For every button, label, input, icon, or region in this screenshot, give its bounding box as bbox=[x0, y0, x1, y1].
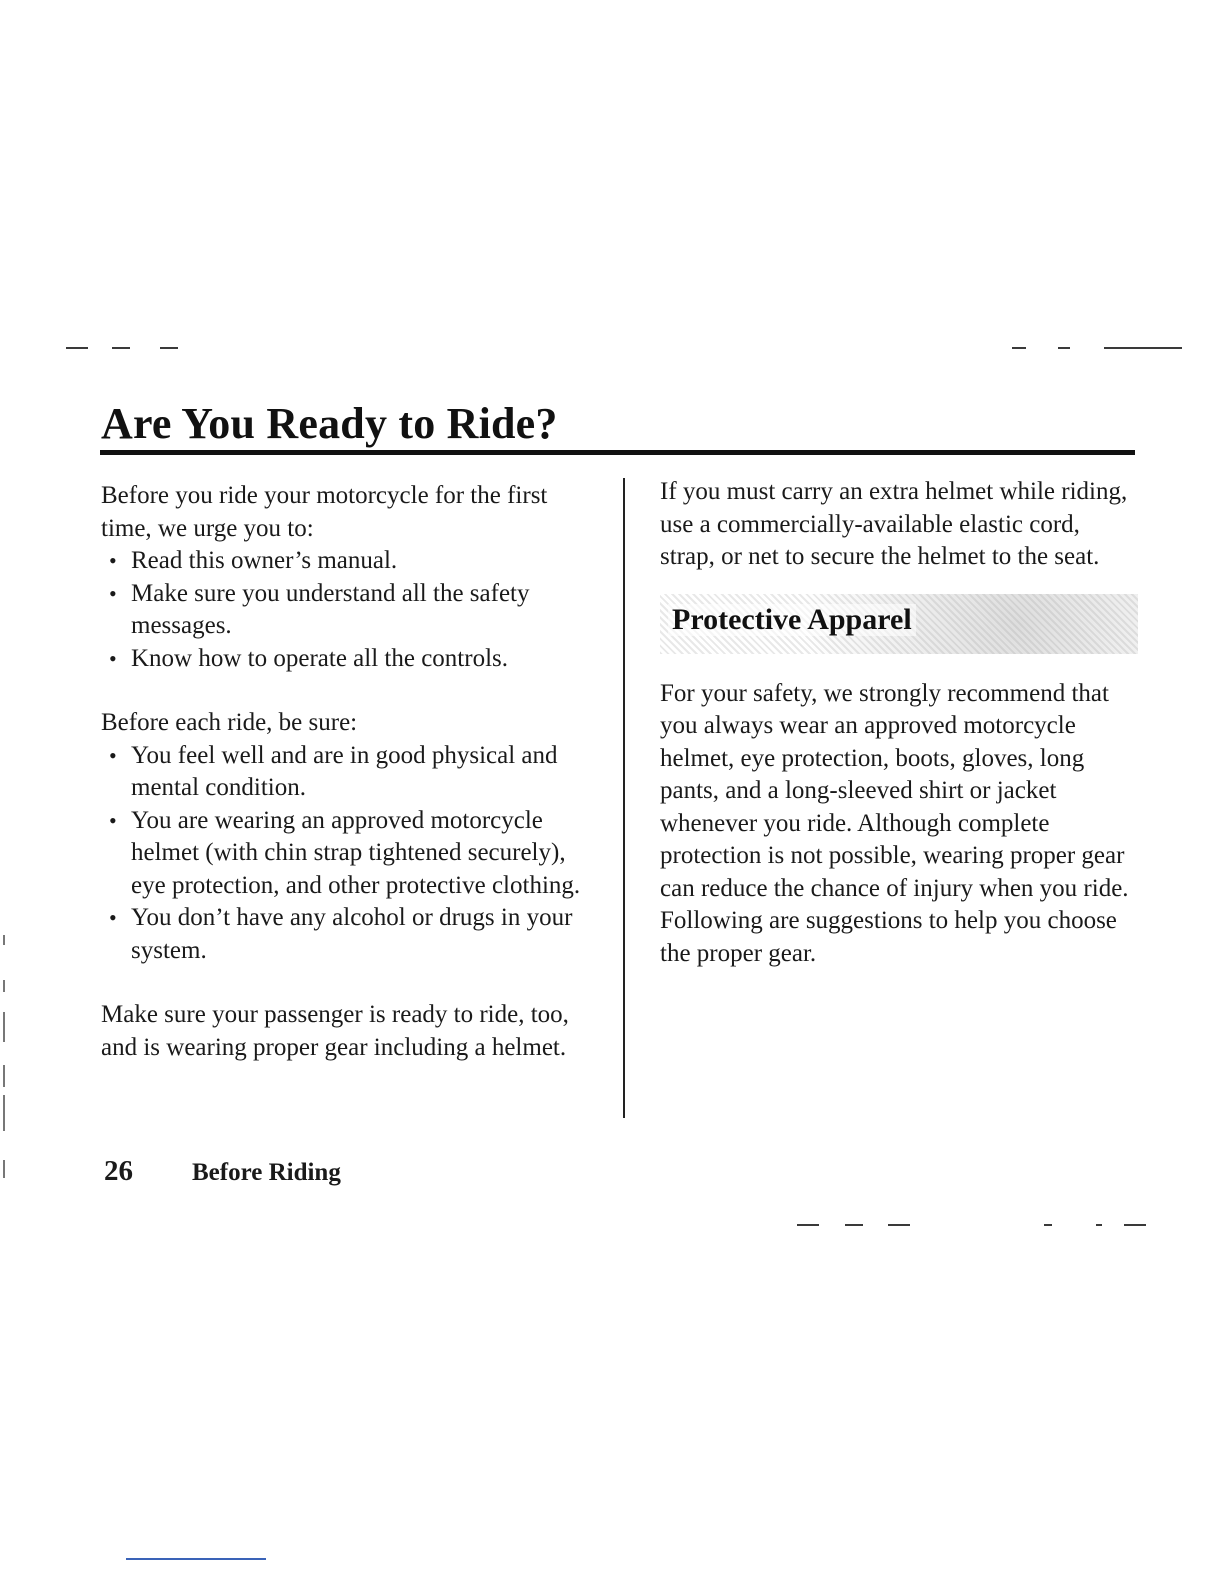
bullet-icon: • bbox=[109, 807, 117, 833]
list-item: • You are wearing an approved motorcycle helmet (with chin strap tightened securely), eye protection, and other protective clothing. bbox=[109, 806, 581, 899]
first-ride-list bbox=[101, 545, 601, 675]
list-item: • Read this owner’s manual. bbox=[101, 545, 601, 578]
bullet-icon: • bbox=[109, 548, 117, 573]
edge-mark bbox=[3, 1012, 5, 1042]
crop-mark bbox=[1044, 1224, 1052, 1226]
edge-mark bbox=[3, 1095, 5, 1131]
title-rule bbox=[100, 450, 1135, 455]
intro-paragraph: Before you ride your motorcycle for the first time, we urge you to: bbox=[101, 482, 548, 542]
crop-mark bbox=[845, 1224, 863, 1226]
apparel-paragraph: For your safety, we strongly recommend that you always wear an approved motorcycle helmet, eye protection, boots, gloves, long pants, and a long-sleeved shirt or jacket whenever you ride. Although complete protection is not possible, wearing proper gear can reduce the chance of injury when you ride. Following are suggestions to help you choose the proper gear. bbox=[660, 679, 1129, 967]
crop-mark bbox=[66, 347, 88, 349]
crop-mark bbox=[1124, 1224, 1146, 1226]
bottom-rule bbox=[126, 1558, 266, 1560]
list-item: • Make sure you understand all the safety messages. bbox=[109, 579, 530, 639]
crop-mark bbox=[1104, 347, 1182, 349]
page-title: Are You Ready to Ride? bbox=[101, 399, 558, 448]
crop-mark bbox=[888, 1224, 910, 1226]
crop-mark bbox=[160, 347, 178, 349]
right-column bbox=[660, 476, 1135, 970]
each-ride-list bbox=[101, 740, 601, 968]
crop-mark bbox=[1012, 347, 1026, 349]
column-divider bbox=[623, 478, 625, 1118]
edge-mark bbox=[3, 1065, 5, 1087]
list-item: • You feel well and are in good physical and mental condition. bbox=[109, 741, 558, 801]
bullet-icon: • bbox=[109, 905, 117, 930]
section-heading-band bbox=[660, 594, 1138, 654]
left-column bbox=[101, 480, 601, 1064]
crop-mark bbox=[112, 347, 130, 349]
edge-mark bbox=[3, 935, 5, 945]
list-item: • You don’t have any alcohol or drugs in your system. bbox=[109, 904, 573, 964]
bullet-icon: • bbox=[109, 742, 117, 768]
page-footer bbox=[104, 1155, 341, 1188]
section-heading: Protective Apparel bbox=[668, 604, 916, 637]
list-item: • Know how to operate all the controls. bbox=[101, 643, 601, 676]
page-number: 26 bbox=[104, 1155, 133, 1187]
bullet-icon: • bbox=[109, 580, 117, 606]
helmet-paragraph: If you must carry an extra helmet while riding, use a commercially-available elastic cord, strap, or net to secure the helmet to the seat. bbox=[660, 478, 1128, 570]
crop-mark bbox=[797, 1224, 819, 1226]
each-ride-intro: Before each ride, be sure: bbox=[101, 709, 358, 736]
edge-mark bbox=[3, 1160, 5, 1178]
passenger-paragraph: Make sure your passenger is ready to ride, too, and is wearing proper gear including a helmet. bbox=[101, 1001, 569, 1061]
crop-mark bbox=[1096, 1224, 1102, 1226]
edge-mark bbox=[3, 980, 5, 992]
crop-mark bbox=[1058, 347, 1070, 349]
bullet-icon: • bbox=[109, 645, 117, 671]
section-name: Before Riding bbox=[192, 1159, 341, 1186]
